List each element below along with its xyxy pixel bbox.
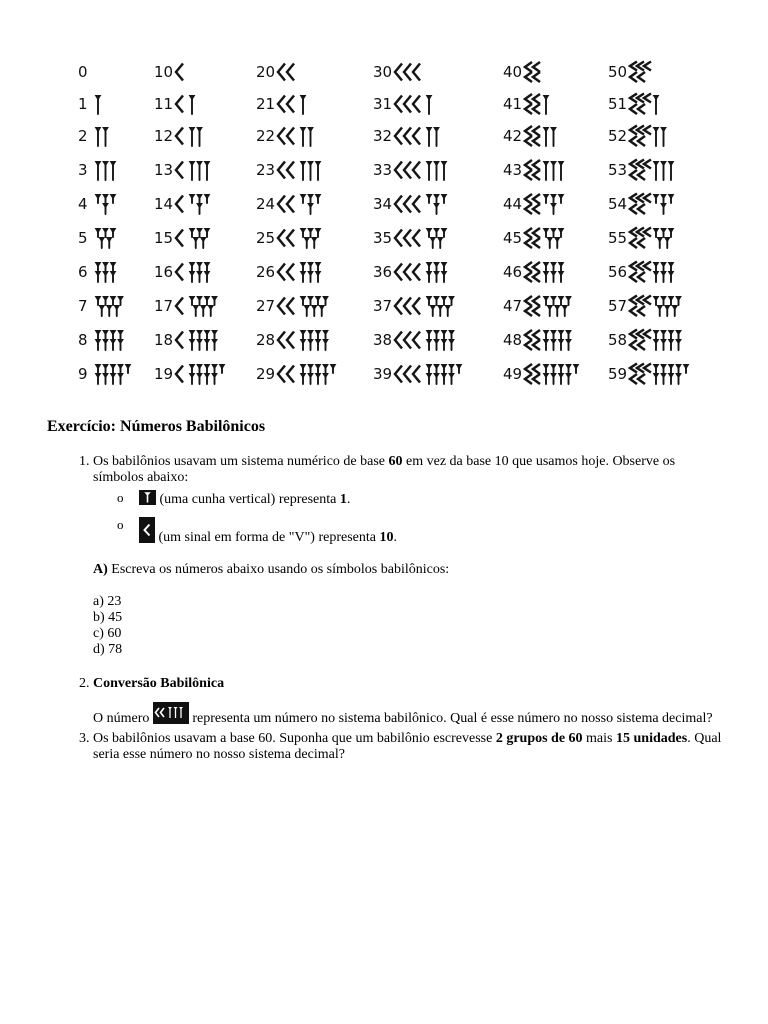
cuneiform-symbol [395,330,455,350]
numeral-label: 16 [154,263,174,281]
numeral-label: 22 [256,127,276,145]
numeral-label: 40 [503,63,523,81]
cuneiform-symbol [630,228,674,249]
cuneiform-symbol [176,364,225,384]
numeral-label: 31 [373,95,393,113]
numeral-label: 33 [373,161,393,179]
cuneiform-symbol [95,194,117,214]
numeral-label: 56 [608,263,628,281]
answer-item-a: a) 23 [93,594,122,609]
numeral-label: 32 [373,127,393,145]
cuneiform-symbol [525,126,557,146]
cuneiform-symbol [278,364,336,384]
part-a-instruction: A) Escreva os números abaixo usando os símbolos babilônicos: [93,562,450,577]
cuneiform-symbol [630,94,659,115]
cuneiform-symbol [95,161,117,180]
cuneiform-symbol [395,228,447,248]
cuneiform-symbol [630,126,667,147]
numeral-label: 55 [608,229,628,247]
cuneiform-symbol [630,330,682,351]
cuneiform-symbol [278,161,321,180]
numeral-label: 44 [503,195,523,213]
numeral-label: 1 [78,95,88,113]
chevron-wedge-icon [139,517,155,543]
exercise-title: Exercício: Números Babilônicos [47,418,266,435]
cuneiform-symbol [176,161,210,180]
numeral-label: 24 [256,195,276,213]
cuneiform-symbol [95,127,109,146]
answer-item-c: c) 60 [93,626,122,641]
question-1: 1. Os babilônios usavam um sistema numérico de base 60 em vez da base 10 que usamos hoje. Observe os símbolos abaixo: o (uma cunha vertical) representa 1. o (um sinal em forma de "V") representa 10. A) Escreva os números abaixo usando os símbolos babilônicos: a) 23 b) 45 c) 60 d) 78 [93,454,727,658]
numeral-label: 34 [373,195,393,213]
numeral-label: 54 [608,195,628,213]
cuneiform-symbol [630,262,674,283]
cuneiform-symbol [176,330,218,350]
numeral-label: 0 [78,63,88,81]
cuneiform-symbol [95,95,102,114]
babylonian-numeral-chart [78,52,718,397]
numeral-label: 10 [154,63,174,81]
cuneiform-symbol [278,296,329,316]
cuneiform-symbol [278,330,329,350]
exercise-section [47,418,727,763]
cuneiform-symbol [176,127,203,146]
question-list [47,454,727,763]
question-2 [93,676,727,727]
cuneiform-symbol [630,296,682,317]
cuneiform-symbol [630,194,674,215]
numeral-label: 47 [503,297,523,315]
cuneiform-symbol [525,364,579,384]
cuneiform-symbol [176,95,195,114]
symbol-item-ten: o (um sinal em forma de "V") representa 10. [117,517,397,545]
cuneiform-symbol [525,262,564,282]
cuneiform-symbol [395,364,462,384]
cuneiform-symbol [395,194,447,214]
cuneiform-symbol [525,160,564,180]
vertical-wedge-icon [139,490,156,505]
cuneiform-symbol [395,95,432,114]
numeral-label: 43 [503,161,523,179]
numeral-label: 18 [154,331,174,349]
numeral-label: 9 [78,365,88,383]
question-3: 3. Os babilônios usavam a base 60. Suponha que um babilônio escrevesse 2 grupos de 60 mais 15 unidades. Qual seria esse número no nosso sistema decimal? [93,731,727,763]
cuneiform-symbol [395,127,440,146]
cuneiform-symbol [525,62,540,82]
numeral-label: 51 [608,95,628,113]
numeral-label: 58 [608,331,628,349]
cuneiform-symbol [395,296,455,316]
numeral-label: 35 [373,229,393,247]
numeral-label: 37 [373,297,393,315]
numeral-label: 39 [373,365,393,383]
cuneiform-symbol [525,296,572,316]
cuneiform-symbol [95,330,124,350]
numeral-label: 11 [154,95,174,113]
numeral-label: 26 [256,263,276,281]
cuneiform-symbol [278,64,294,81]
cuneiform-symbol [176,194,210,214]
numeral-label: 13 [154,161,174,179]
numeral-label: 52 [608,127,628,145]
base-value: 60 [388,454,403,469]
answer-list [93,594,727,658]
numeral-label: 50 [608,63,628,81]
numeral-label: 36 [373,263,393,281]
numeral-label: 29 [256,365,276,383]
cuneiform-symbol [395,262,447,282]
cuneiform-symbol [525,194,564,214]
numeral-label: 19 [154,365,174,383]
bullet: o [117,517,124,532]
numeral-label: 27 [256,297,276,315]
numeral-label: 41 [503,95,523,113]
cuneiform-symbol [176,262,210,282]
cuneiform-symbol [395,64,420,81]
cuneiform-symbol [95,262,117,282]
numeral-label: 7 [78,297,88,315]
cuneiform-symbol [278,228,321,248]
answer-item-d: d) 78 [93,642,123,657]
numeral-label: 3 [78,161,88,179]
answer-item-b: b) 45 [93,610,123,625]
cuneiform-symbol [176,64,183,81]
numeral-label: 21 [256,95,276,113]
numeral-label: 14 [154,195,174,213]
numeral-label: 59 [608,365,628,383]
numeral-label: 30 [373,63,393,81]
cuneiform-symbol [278,262,321,282]
cuneiform-symbol [630,160,674,181]
cuneiform-symbol [95,364,132,384]
numeral-label: 6 [78,263,88,281]
numeral-label: 48 [503,331,523,349]
numeral-label: 2 [78,127,88,145]
question-2-title: Conversão Babilônica [93,676,225,691]
numeral-label: 23 [256,161,276,179]
numeral-label: 38 [373,331,393,349]
cuneiform-symbol [95,228,117,248]
numeral-label: 15 [154,229,174,247]
numeral-label: 46 [503,263,523,281]
cuneiform-symbol [278,194,321,214]
cuneiform-symbol [176,228,210,248]
numeral-label: 42 [503,127,523,145]
cuneiform-symbol [630,62,651,83]
question-2-text: O número representa um número no sistema babilônico. Qual é esse número no nosso sistema decimal? [93,702,727,727]
cuneiform-symbol [395,161,447,180]
numeral-label: 57 [608,297,628,315]
cuneiform-symbol [176,296,218,316]
numeral-label: 49 [503,365,523,383]
numeral-label: 28 [256,331,276,349]
numeral-label: 8 [78,331,88,349]
cuneiform-symbol [278,95,306,114]
symbol-list [93,490,727,546]
numeral-label: 53 [608,161,628,179]
cuneiform-symbol [525,228,564,248]
numeral-label: 5 [78,229,88,247]
cuneiform-symbol [525,94,549,114]
symbol-item-unit: o (uma cunha vertical) representa 1. [117,490,351,507]
bullet: o [117,490,124,505]
cuneiform-symbol [278,127,314,146]
numeral-label: 12 [154,127,174,145]
numeral-label: 20 [256,63,276,81]
numeral-label: 25 [256,229,276,247]
numeral-label: 17 [154,297,174,315]
babylonian-number-icon [153,702,189,724]
numeral-label: 4 [78,195,88,213]
cuneiform-symbol [95,296,124,316]
numeral-label: 45 [503,229,523,247]
cuneiform-symbol [525,330,572,350]
cuneiform-symbol [630,364,689,385]
